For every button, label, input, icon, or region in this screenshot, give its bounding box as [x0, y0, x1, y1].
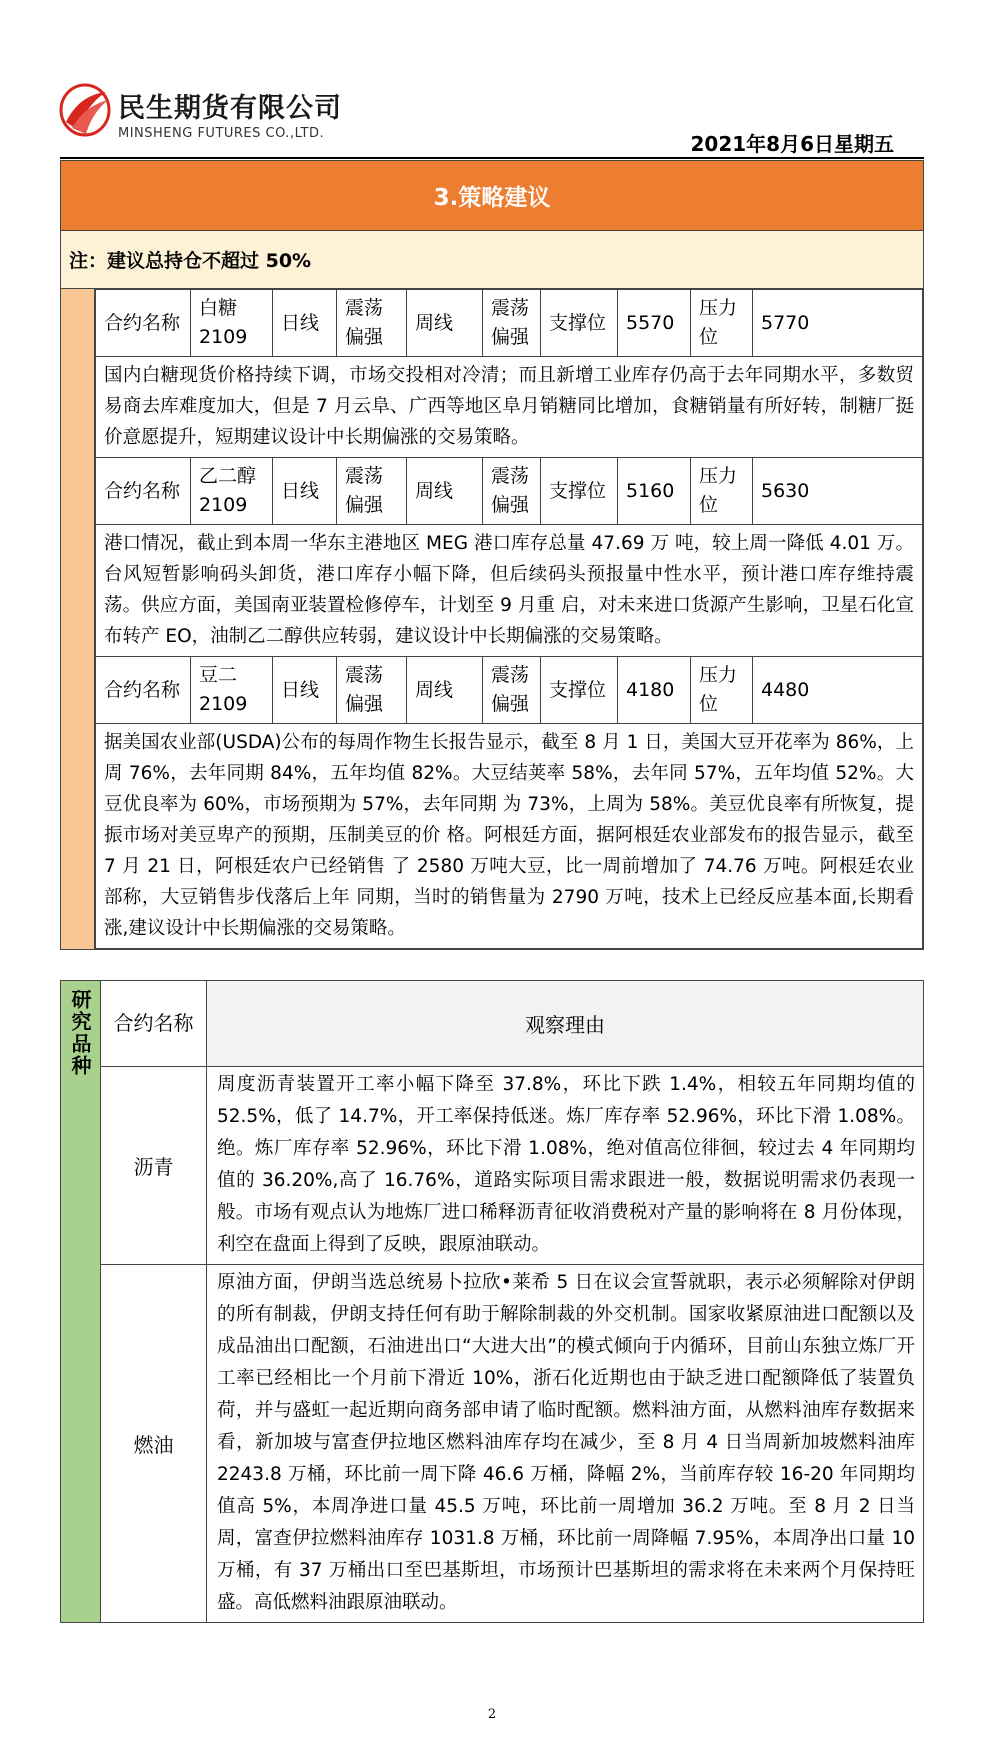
research-item-name: 燃油 — [101, 1265, 207, 1623]
daily-trend: 震荡偏强 — [337, 657, 407, 724]
support-label: 支撑位 — [541, 657, 618, 724]
weekly-trend: 震荡偏强 — [483, 657, 541, 724]
column-header-name: 合约名称 — [101, 981, 207, 1067]
support-label: 支撑位 — [541, 458, 618, 525]
section-title: 3.策略建议 — [61, 161, 924, 231]
research-section — [60, 980, 924, 1623]
research-side-label: 研究品种 — [68, 989, 92, 1077]
daily-trend: 震荡偏强 — [337, 290, 407, 357]
table-row — [61, 1067, 924, 1265]
resistance-label: 压力位 — [691, 290, 753, 357]
company-name-en: MINSHENG FUTURES CO.,LTD. — [118, 126, 325, 141]
research-item-reason: 周度沥青装置开工率小幅下降至 37.8%，环比下跌 1.4%，相较五年同期均值的 52.5%，低了 14.7%，开工率保持低迷。炼厂库存率 52.96%，环比下滑 1.08%。绝。炼厂库存率 52.96%，环比下滑 1.08%，绝对值高位徘徊，较过去 4 年同期均值的 36.20%,高了 16.76%，道路实际项目需求跟进一般，数据说明需求仍表现一般。市场有观点认为地炼厂进口稀释沥青征收消费税对产量的影响将在 8 月份体现，利空在盘面上得到了反映，跟原油联动。 — [207, 1067, 924, 1265]
resistance-value: 5630 — [753, 458, 923, 525]
table-row — [96, 290, 923, 357]
table-row — [61, 1265, 924, 1623]
daily-label: 日线 — [273, 290, 337, 357]
support-value: 5570 — [618, 290, 691, 357]
weekly-trend: 震荡偏强 — [483, 458, 541, 525]
support-value: 4180 — [618, 657, 691, 724]
table-row — [96, 657, 923, 724]
table-row — [96, 357, 923, 458]
weekly-label: 周线 — [407, 657, 483, 724]
support-value: 5160 — [618, 458, 691, 525]
contract-description: 港口情况，截止到本周一华东主港地区 MEG 港口库存总量 47.69 万 吨，较上周一降低 4.01 万。台风短暂影响码头卸货，港口库存小幅下降，但后续码头预报量中性水平，预计港口库存维持震荡。供应方面，美国南亚装置检修停车，计划至 9 月重 启，对未来进口货源产生影响，卫星石化宣布转产 EO，油制乙二醇供应转弱，建议设计中长期偏涨的交易策略。 — [96, 525, 923, 657]
contract-name: 乙二醇2109 — [191, 458, 273, 525]
contract-name-label: 合约名称 — [96, 290, 191, 357]
resistance-label: 压力位 — [691, 657, 753, 724]
table-row — [61, 981, 924, 1067]
contract-description: 据美国农业部(USDA)公布的每周作物生长报告显示，截至 8 月 1 日，美国大豆开花率为 86%，上周 76%，去年同期 84%，五年均值 82%。大豆结荚率 58%，去年同 57%，五年均值 52%。大豆优良率为 60%，市场预期为 57%，去年同期 为 73%，上周为 58%。美豆优良率有所恢复，提振市场对美豆卑产的预期，压制美豆的价 格。阿根廷方面，据阿根廷农业部发布的报告显示，截至 7 月 21 日，阿根廷农户已经销售 了 2580 万吨大豆，比一周前增加了 74.76 万吨。阿根廷农业部称，大豆销售步伐落后上年 同期，当时的销售量为 2790 万吨，技术上已经反应基本面,长期看涨,建议设计中长期偏涨的交易策略。 — [96, 724, 923, 949]
contract-name: 白糖2109 — [191, 290, 273, 357]
contract-name: 豆二2109 — [191, 657, 273, 724]
resistance-value: 4480 — [753, 657, 923, 724]
research-side-bar — [61, 981, 101, 1623]
page-number: 2 — [487, 1707, 497, 1722]
research-item-name: 沥青 — [101, 1067, 207, 1265]
table-row — [96, 458, 923, 525]
contract-description: 国内白糖现货价格持续下调，市场交投相对冷清；而且新增工业库存仍高于去年同期水平，多数贸易商去库难度加大，但是 7 月云阜、广西等地区阜月销糖同比增加，食糖销量有所好转，制糖厂挺价意愿提升，短期建议设计中长期偏涨的交易策略。 — [96, 357, 923, 458]
weekly-trend: 震荡偏强 — [483, 290, 541, 357]
weekly-label: 周线 — [407, 290, 483, 357]
minsheng-logo-icon — [58, 82, 112, 138]
daily-label: 日线 — [273, 657, 337, 724]
research-item-reason: 原油方面，伊朗当选总统易卜拉欣•莱希 5 日在议会宣誓就职，表示必须解除对伊朗的所有制裁，伊朗支持任何有助于解除制裁的外交机制。国家收紧原油进口配额以及成品油出口配额，石油进出口“大进大出”的模式倾向于内循环，目前山东独立炼厂开工率已经相比一个月前下滑近 10%，浙石化近期也由于缺乏进口配额降低了装置负荷，并与盛虹一起近期向商务部申请了临时配额。燃料油方面，从燃料油库存数据来看，新加坡与富查伊拉地区燃料油库存均在减少，至 8 月 4 日当周新加坡燃料油库 2243.8 万桶，环比前一周下降 46.6 万桶，降幅 2%，当前库存较 16-20 年同期均值高 5%，本周净进口量 45.5 万吨，环比前一周增加 36.2 万吨。至 8 月 2 日当周，富查伊拉燃料油库存 1031.8 万桶，环比前一周降幅 7.95%，本周净出口量 10 万桶，有 37 万桶出口至巴基斯坦，市场预计巴基斯坦的需求将在未来两个月保持旺盛。高低燃料油跟原油联动。 — [207, 1265, 924, 1623]
contract-name-label: 合约名称 — [96, 657, 191, 724]
support-label: 支撑位 — [541, 290, 618, 357]
contract-table — [95, 289, 923, 949]
company-logo — [58, 80, 418, 152]
strategy-section — [60, 160, 924, 950]
table-row — [96, 724, 923, 949]
resistance-label: 压力位 — [691, 458, 753, 525]
strategy-side-bar — [61, 289, 95, 950]
report-date: 2021年8月6日星期五 — [690, 132, 894, 156]
weekly-label: 周线 — [407, 458, 483, 525]
table-row — [96, 525, 923, 657]
company-name-cn: 民生期货有限公司 — [118, 93, 342, 124]
daily-label: 日线 — [273, 458, 337, 525]
column-header-reason: 观察理由 — [207, 981, 924, 1067]
header-divider — [60, 157, 924, 159]
resistance-value: 5770 — [753, 290, 923, 357]
daily-trend: 震荡偏强 — [337, 458, 407, 525]
contract-name-label: 合约名称 — [96, 458, 191, 525]
position-note: 注：建议总持仓不超过 50% — [61, 231, 924, 289]
